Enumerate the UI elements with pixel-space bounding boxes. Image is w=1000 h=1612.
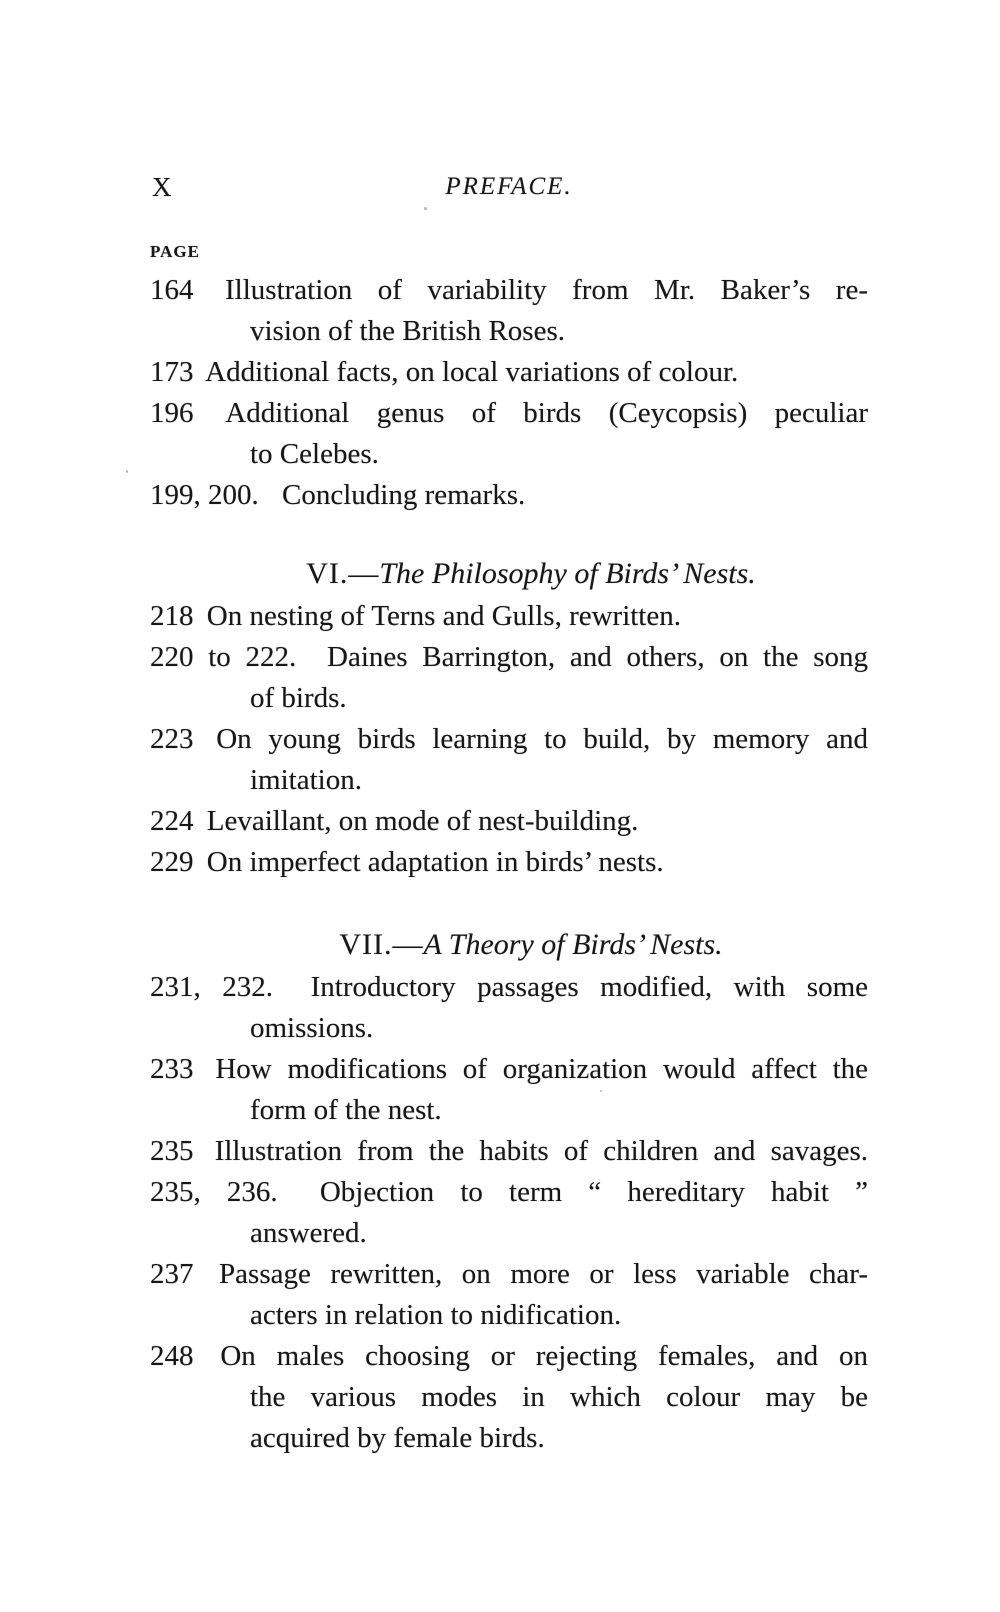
toc-entry-ref: 196 (150, 397, 194, 429)
toc-entry (150, 596, 868, 637)
toc-entry-text: Objection to term “ hereditary habit ” (319, 1176, 869, 1208)
toc-entry-line (150, 475, 868, 516)
toc-entry (150, 1336, 868, 1459)
toc-entry-line (150, 393, 868, 434)
toc-entry-text: Daines Barrington, and others, on the song (327, 641, 868, 673)
toc-entry-text: How modifications of organization would affect the (215, 1053, 868, 1085)
table-of-contents (150, 270, 868, 1459)
toc-entry-line (150, 1049, 868, 1090)
toc-entry (150, 393, 868, 475)
running-head (150, 172, 868, 202)
toc-entry-line (150, 352, 868, 393)
toc-entry-line: of birds. (250, 682, 347, 714)
section-title: The Philosophy of Birds’ Nests. (379, 557, 756, 590)
toc-entry (150, 719, 868, 801)
toc-entry-line: to Celebes. (250, 438, 379, 470)
section-number: VII.— (339, 928, 424, 961)
toc-entry-line (150, 967, 868, 1008)
scan-speck (126, 470, 128, 473)
section-number: VI.— (306, 557, 380, 590)
toc-entry-text: Levaillant, on mode of nest-building. (206, 805, 639, 837)
toc-entry-line: acters in relation to nidification. (250, 1299, 622, 1331)
toc-entry (150, 967, 868, 1049)
toc-entry-text: On nesting of Terns and Gulls, rewritten. (206, 600, 681, 632)
toc-entry (150, 1049, 868, 1131)
toc-entry (150, 1172, 868, 1254)
toc-entry-ref: 199, 200. (150, 479, 259, 511)
folio-page-number: X (152, 172, 173, 202)
toc-entry-line (150, 719, 868, 760)
toc-entry-ref: 229 (150, 846, 194, 878)
toc-entry (150, 801, 868, 842)
toc-entry-line: omissions. (250, 1012, 374, 1044)
toc-entry-line: answered. (250, 1217, 367, 1249)
toc-entry-text: On imperfect adaptation in birds’ nests. (206, 846, 664, 878)
toc-entry (150, 270, 868, 352)
toc-entry-ref: 223 (150, 723, 194, 755)
page-column-label: PAGE (150, 242, 200, 261)
toc-entry (150, 842, 868, 883)
toc-entry-line (150, 637, 868, 678)
toc-entry-line (150, 801, 868, 842)
toc-entry-text: Concluding remarks. (282, 479, 526, 511)
toc-entry-ref: 233 (150, 1053, 194, 1085)
toc-entry-ref: 237 (150, 1258, 194, 1290)
toc-entry-line: vision of the British Roses. (250, 315, 565, 347)
toc-entry-line: imitation. (250, 764, 362, 796)
toc-entry-line (150, 1172, 868, 1213)
toc-entry-text: Illustration from the habits of children and savages. (214, 1135, 869, 1167)
toc-entry-ref: 248 (150, 1340, 194, 1372)
section-title: A Theory of Birds’ Nests. (423, 928, 723, 961)
toc-entry-line (150, 1336, 868, 1377)
toc-entry-line (150, 1254, 868, 1295)
toc-entry-ref: 220 to 222. (150, 641, 297, 673)
toc-entry-line (150, 842, 868, 883)
running-title: PREFACE. (445, 173, 573, 200)
toc-entry-text: Introductory passages modified, with some (310, 971, 869, 1003)
toc-entry-line: form of the nest. (250, 1094, 442, 1126)
toc-entry-text: Additional facts, on local variations of colour. (205, 356, 739, 388)
section-heading-vi (172, 552, 890, 596)
toc-entry-line: the various modes in which colour may be (250, 1381, 868, 1413)
toc-entry-ref: 224 (150, 805, 194, 837)
toc-entry-ref: 218 (150, 600, 194, 632)
toc-entry-ref: 231, 232. (150, 971, 274, 1003)
toc-entry (150, 352, 868, 393)
toc-entry-text: Additional genus of birds (Ceycopsis) peculiar (225, 397, 868, 429)
toc-entry (150, 1131, 868, 1172)
toc-entry-text: On males choosing or rejecting females, and on (220, 1340, 869, 1372)
section-heading-vii (172, 923, 890, 967)
toc-entry-text: On young birds learning to build, by memory and (216, 723, 868, 755)
toc-entry (150, 637, 868, 719)
toc-entry-ref: 235, 236. (150, 1176, 278, 1208)
toc-entry-line (150, 270, 868, 311)
toc-entry (150, 475, 868, 516)
toc-entry-ref: 164 (150, 274, 194, 306)
toc-entry-ref: 235 (150, 1135, 194, 1167)
toc-entry-text: Illustration of variability from Mr. Baker’s re- (225, 274, 868, 306)
toc-entry-ref: 173 (150, 356, 194, 388)
toc-entry-line: acquired by female birds. (250, 1422, 545, 1454)
toc-entry (150, 1254, 868, 1336)
toc-entry-line (150, 1131, 868, 1172)
toc-entry-text: Passage rewritten, on more or less variable char- (219, 1258, 869, 1290)
toc-entry-line (150, 596, 868, 637)
page-content (150, 0, 868, 1459)
